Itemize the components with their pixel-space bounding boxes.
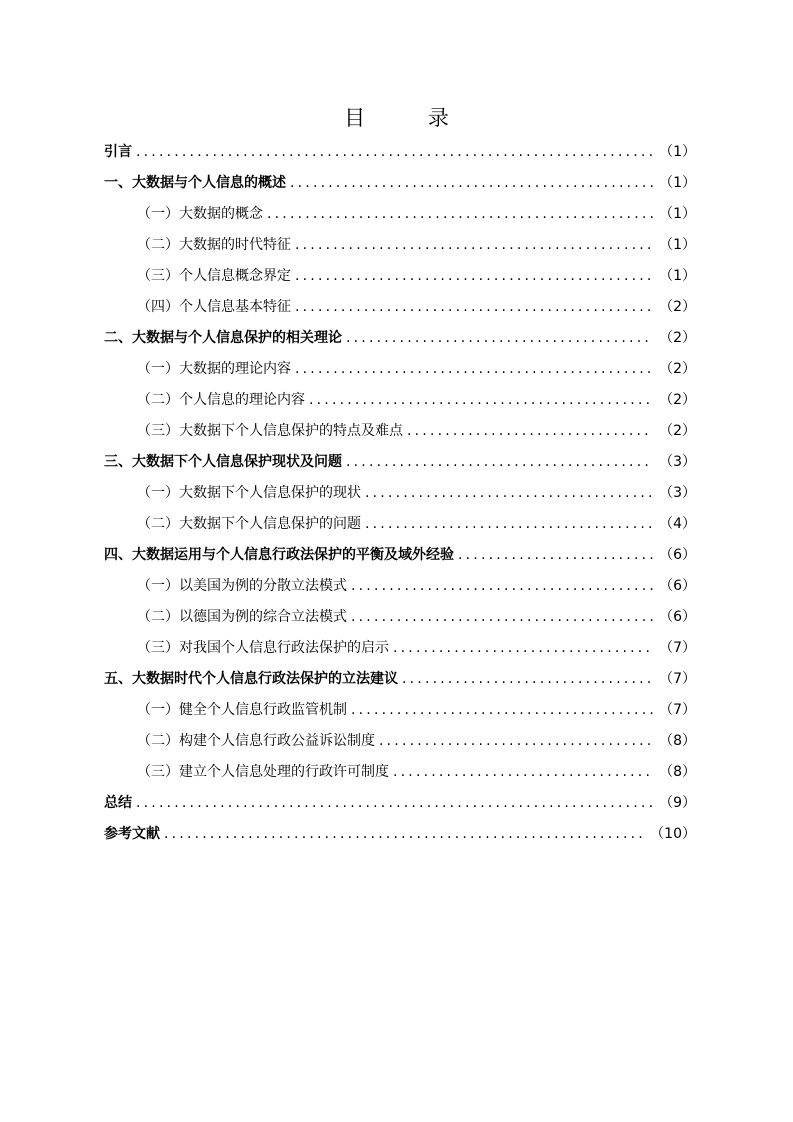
toc-entry[interactable] [104,199,696,230]
toc-entry-label: 总结 [104,795,132,811]
toc-entry-label: （三）个人信息概念界定 [137,268,291,284]
toc-entry[interactable] [104,633,696,664]
toc-entry[interactable] [104,509,696,540]
toc-entry-label: 引言 [104,144,132,160]
toc-entry[interactable] [104,819,696,850]
toc-entry-label: （三）大数据下个人信息保护的特点及难点 [137,423,403,439]
toc-entry[interactable] [104,788,696,819]
toc-entry[interactable] [104,168,696,199]
toc-entry[interactable] [104,447,696,478]
toc-entry[interactable] [104,230,696,261]
toc-leader-dots [379,726,653,757]
toc-leader-dots [295,230,653,261]
toc-entry-label: 一、大数据与个人信息的概述 [104,175,286,191]
toc-leader-dots [458,540,653,571]
toc-entry-label: 参考文献 [104,826,160,842]
toc-entry[interactable] [104,416,696,447]
toc-page-number: （2） [659,299,696,315]
toc-page-number: （3） [659,485,696,501]
toc-leader-dots [346,447,653,478]
toc-entry[interactable] [104,261,696,292]
toc-entry-label: （三）建立个人信息处理的行政许可制度 [137,764,389,780]
toc-leader-dots [407,416,653,447]
toc-entry-label: （二）大数据的时代特征 [137,237,291,253]
toc-page-number: （4） [659,516,696,532]
toc-entry-label: （一）大数据的概念 [137,206,263,222]
toc-leader-dots [351,571,653,602]
toc-leader-dots [136,137,653,168]
toc-entry[interactable] [104,478,696,509]
toc-leader-dots [346,323,653,354]
toc-entry[interactable] [104,757,696,788]
toc-entry[interactable] [104,137,696,168]
toc-page-number: （7） [659,671,696,687]
toc-page-number: （1） [659,268,696,284]
toc-page-number: （1） [659,206,696,222]
toc-entry[interactable] [104,602,696,633]
toc-leader-dots [267,199,653,230]
toc-entry-label: 三、大数据下个人信息保护现状及问题 [104,454,342,470]
toc-entry[interactable] [104,571,696,602]
toc-page-number: （2） [659,392,696,408]
toc-page-number: （6） [659,578,696,594]
toc-entry-label: （二）大数据下个人信息保护的问题 [137,516,361,532]
toc-leader-dots [351,602,653,633]
toc-entry[interactable] [104,664,696,695]
toc-entry-label: 二、大数据与个人信息保护的相关理论 [104,330,342,346]
toc-entry-label: （一）大数据下个人信息保护的现状 [137,485,361,501]
toc-page-number: （6） [659,609,696,625]
toc-page-number: （1） [659,237,696,253]
toc-entry-label: （二）以德国为例的综合立法模式 [137,609,347,625]
toc-entry-label: 四、大数据运用与个人信息行政法保护的平衡及域外经验 [104,547,454,563]
toc-entry[interactable] [104,385,696,416]
toc-leader-dots [290,168,653,199]
toc-page-number: （7） [659,702,696,718]
toc-page-number: （1） [659,175,696,191]
toc-leader-dots [295,292,653,323]
toc-leader-dots [136,788,653,819]
toc-page-number: （8） [659,764,696,780]
toc-page-number: （8） [659,733,696,749]
toc-page-number: （6） [659,547,696,563]
toc-entry-label: （三）对我国个人信息行政法保护的启示 [137,640,389,656]
toc-leader-dots [365,478,653,509]
toc-leader-dots [393,633,653,664]
toc-title: 目 录 [344,106,477,130]
toc-page-number: （7） [659,640,696,656]
toc-entry-label: （四）个人信息基本特征 [137,299,291,315]
toc-leader-dots [402,664,653,695]
toc-leader-dots [351,695,653,726]
toc-page-number: （1） [659,144,696,160]
toc-page-number: （2） [659,330,696,346]
toc-leader-dots [295,261,653,292]
toc-page-number: （10） [650,826,696,842]
toc-entry-label: （二）个人信息的理论内容 [137,392,305,408]
toc-entry-label: 五、大数据时代个人信息行政法保护的立法建议 [104,671,398,687]
toc-entry-label: （一）健全个人信息行政监管机制 [137,702,347,718]
toc-page-number: （9） [659,795,696,811]
toc-leader-dots [365,509,653,540]
toc-leader-dots [295,354,653,385]
toc-leader-dots [164,819,644,850]
toc-entry-label: （一）以美国为例的分散立法模式 [137,578,347,594]
toc-page-number: （2） [659,361,696,377]
toc-entry[interactable] [104,695,696,726]
toc-entry-label: （二）构建个人信息行政公益诉讼制度 [137,733,375,749]
toc-entry[interactable] [104,354,696,385]
toc-entry[interactable] [104,726,696,757]
table-of-contents [104,137,696,850]
toc-entry[interactable] [104,292,696,323]
toc-leader-dots [309,385,653,416]
toc-entry[interactable] [104,540,696,571]
toc-page-number: （2） [659,423,696,439]
toc-leader-dots [393,757,653,788]
toc-page-number: （3） [659,454,696,470]
toc-entry-label: （一）大数据的理论内容 [137,361,291,377]
toc-entry[interactable] [104,323,696,354]
